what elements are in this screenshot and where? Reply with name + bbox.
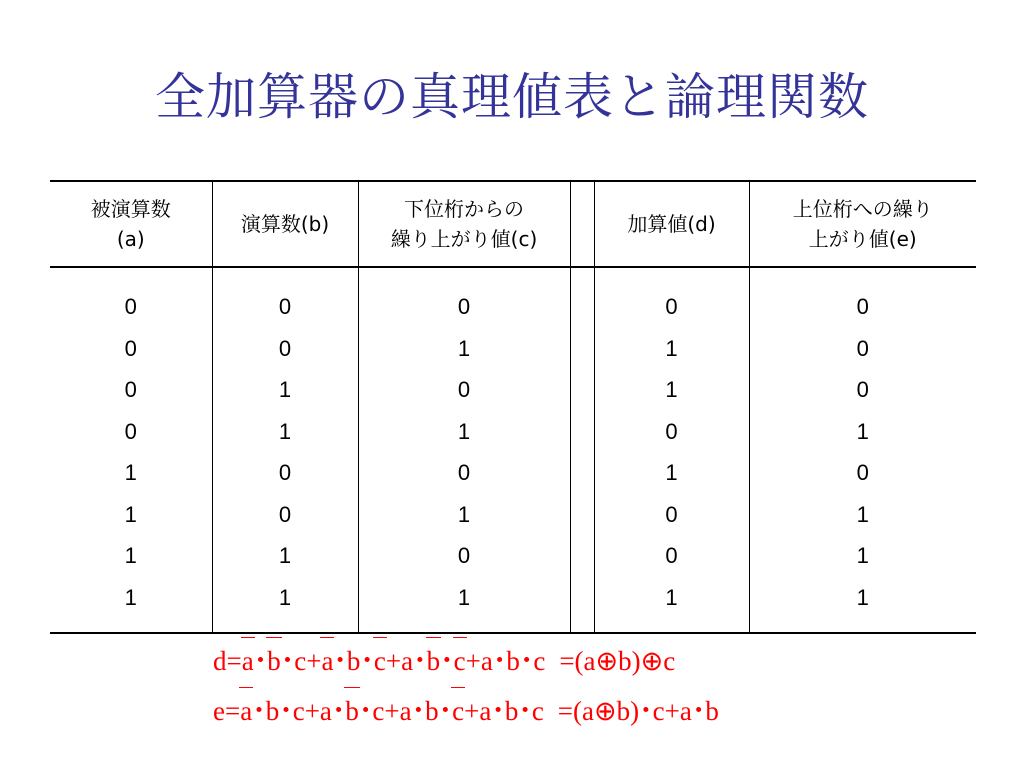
header-d: [594, 181, 749, 267]
bit-a-1: 0: [124, 335, 137, 361]
bit-c-0: 0: [457, 294, 471, 319]
truth-table: [50, 180, 976, 634]
bit-c-3: 1: [457, 418, 471, 444]
bit-c-7: 1: [457, 584, 471, 610]
bit-a-0: 0: [124, 294, 137, 319]
bit-a-4: 1: [124, 460, 137, 485]
separator-column: [570, 267, 594, 633]
bit-b-4: 0: [278, 460, 292, 485]
bit-e-3: 1: [856, 418, 869, 444]
overline-var: c: [453, 646, 466, 676]
formula-e: e=a･b･c+a･b･c+a･b･c+a･b･c =(a⊕b)･c+a･b: [213, 696, 719, 726]
bit-d-3: 0: [665, 418, 678, 444]
bit-e-0: 0: [856, 294, 869, 319]
header-a: [50, 181, 212, 267]
bit-b-6: 1: [278, 543, 292, 568]
formula-d: d=a･b･c+a･b･c+a･b･c+a･b･c =(a⊕b)⊕c: [213, 646, 676, 676]
bit-b-1: 0: [278, 335, 292, 361]
bit-b-7: 1: [278, 584, 292, 610]
header-a-line1: 被演算数: [90, 197, 171, 221]
header-c-line2: 繰り上がり値(c): [390, 227, 538, 251]
overline-var: b: [267, 646, 281, 676]
overline-var: c: [373, 646, 386, 676]
bit-d-4: 1: [665, 460, 678, 485]
header-e-line1: 上位桁への繰り: [792, 197, 933, 221]
bit-d-7: 1: [665, 584, 678, 610]
header-b-text: 演算数(b): [240, 212, 330, 236]
table-body-row: [50, 267, 976, 633]
bit-d-6: 0: [665, 543, 678, 568]
bit-e-2: 0: [856, 377, 869, 402]
header-a-line2: (a): [116, 227, 145, 251]
overline-var: b: [426, 646, 441, 676]
overline-var: a: [240, 696, 253, 726]
bit-c-1: 1: [457, 335, 471, 361]
bit-a-5: 1: [124, 501, 137, 527]
header-c: [358, 181, 570, 267]
header-e-line2: 上がり値(e): [808, 227, 917, 251]
header-d-text: 加算値(d): [627, 212, 716, 236]
header-c-line1: 下位桁からの: [404, 197, 524, 221]
bit-e-1: 0: [856, 335, 869, 361]
bit-e-4: 0: [856, 460, 869, 485]
bit-e-7: 1: [856, 584, 869, 610]
separator-column-header: [570, 181, 594, 267]
column-d-values: [594, 267, 749, 633]
column-e-values: [749, 267, 976, 633]
bit-a-3: 0: [124, 418, 137, 444]
header-e: [749, 181, 976, 267]
column-a-values: [50, 267, 212, 633]
bit-e-5: 1: [856, 501, 869, 527]
column-c-values: [358, 267, 570, 633]
bit-c-6: 0: [457, 543, 471, 568]
bit-c-4: 0: [457, 460, 471, 485]
overline-var: b: [345, 696, 359, 726]
bit-b-5: 0: [278, 501, 292, 527]
bit-b-2: 1: [278, 377, 292, 402]
slide-title: 全加算器の真理値表と論理関数: [155, 68, 869, 126]
bit-c-5: 1: [457, 501, 471, 527]
bit-a-2: 0: [124, 377, 137, 402]
bit-a-6: 1: [124, 543, 137, 568]
bit-b-3: 1: [278, 418, 292, 444]
table-header-row: [50, 181, 976, 267]
overline-var: c: [452, 696, 465, 726]
overline-var: a: [321, 646, 334, 676]
header-b: [212, 181, 358, 267]
bit-a-7: 1: [124, 584, 137, 610]
bit-e-6: 1: [856, 543, 869, 568]
bit-d-2: 1: [665, 377, 678, 402]
bit-b-0: 0: [278, 294, 292, 319]
bit-d-1: 1: [665, 335, 678, 361]
bit-c-2: 0: [457, 377, 471, 402]
bit-d-5: 0: [665, 501, 678, 527]
bit-d-0: 0: [665, 294, 678, 319]
overline-var: a: [241, 646, 254, 676]
column-b-values: [212, 267, 358, 633]
